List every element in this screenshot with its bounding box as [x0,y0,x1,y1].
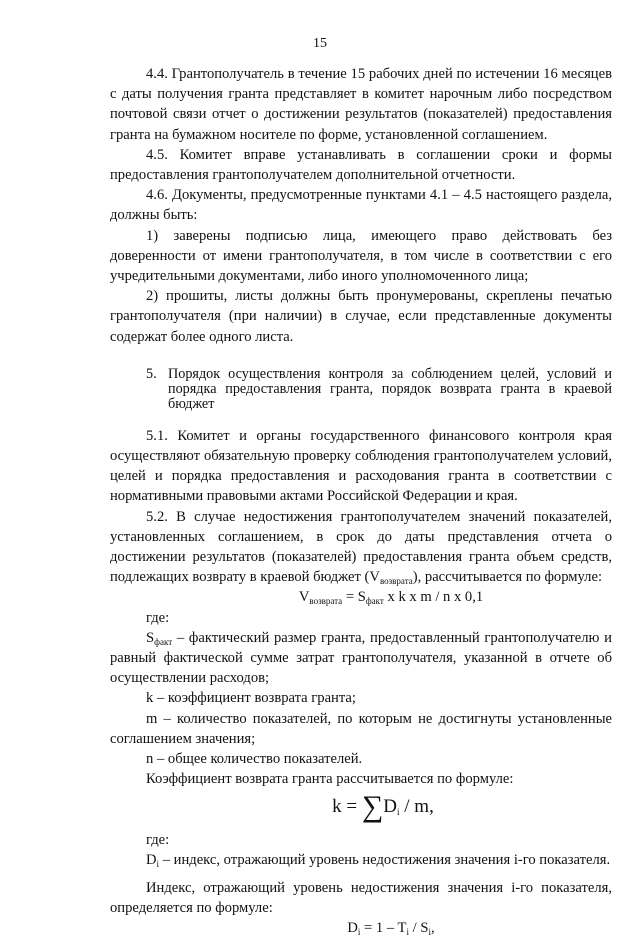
s-fact-definition: $S_{факт}$ – фактический размер гранта, предоставленный грантополучателю и равный фактической сумме затрат грантополучателя, указанной в отчете об осуществлении расходов; [110,629,612,687]
section-5-number: 5. [146,365,157,382]
section-5-title: Порядок осуществления контроля за соблюдением целей, условий и порядка предоставления гранта, порядок возврата гранта в краевой бюджет [168,365,612,412]
paragraph-4-4: 4.4. Грантополучатель в течение 15 рабочих дней по истечении 16 месяцев с даты получения гранта представляет в комитет нарочным либо посредством почтовой связи отчет о достижении результатов (показателей) предоставления гранта на бумажном носителе по форме, установленной соглашением. [110,66,612,143]
paragraph-4-6: 4.6. Документы, предусмотренные пунктами 4.1 – 4.5 настоящего раздела, должны быть: [110,187,612,224]
where-label-2: где: [146,831,170,848]
list-item-1: 1) заверены подписью лица, имеющего право действовать без доверенности от имени грантополучателя, в том числе в соответствии с его учредительными документами, либо иного уполномоченного лица; [110,227,612,285]
formula-v-return: $V_{возврата} = S_{факт}$ x k x m / n x 0,1 [298,589,484,607]
sigma-symbol: ∑ [361,789,384,823]
formula-k: $k = \sum D_i / m$, [332,789,434,823]
paragraph-5-2: 5.2. В случае недостижения грантополучателем значений показателей, установленных соглашением, в срок до даты представления отчета о достижении результатов (показателей) предоставления гранта объем средств, подлежащих возврату в краевой бюджет $(V_{возврата})$, рассчитывается по формуле: [110,508,612,587]
d-definition: $D_i$ – индекс, отражающий уровень недостижения значения i-го показателя. [146,851,611,869]
paragraph-4-5: 4.5. Комитет вправе устанавливать в соглашении сроки и формы предоставления грантополучателем дополнительной отчетности. [110,146,612,184]
k-definition: k – коэффициент возврата гранта; [146,690,356,707]
index-intro: Индекс, отражающий уровень недостижения значения i-го показателя, определяется по формуле: [110,879,612,917]
n-definition: n – общее количество показателей. [146,751,363,768]
page-number: 15 [313,36,327,51]
where-label-1: где: [146,609,170,626]
k-formula-intro: Коэффициент возврата гранта рассчитывается по формуле: [146,771,514,788]
section-5-heading [110,367,612,412]
paragraph-5-1: 5.1. Комитет и органы государственного финансового контроля края осуществляют обязательную проверку соблюдения грантополучателем условий, целей и порядка предоставления и расходования гранта в соответствии с нормативными правовыми актами Российской Федерации и края. [110,427,612,505]
m-definition: m – количество показателей, по которым не достигнуты установленные соглашением значения; [110,710,612,747]
document-body [110,64,612,939]
list-item-2: 2) прошиты, листы должны быть пронумерованы, скреплены печатью грантополучателя (при наличии) в случае, если представленные документы содержат более одного листа. [110,288,612,345]
formula-d: $D_i = 1 - T_i / S_i$, [347,920,435,938]
